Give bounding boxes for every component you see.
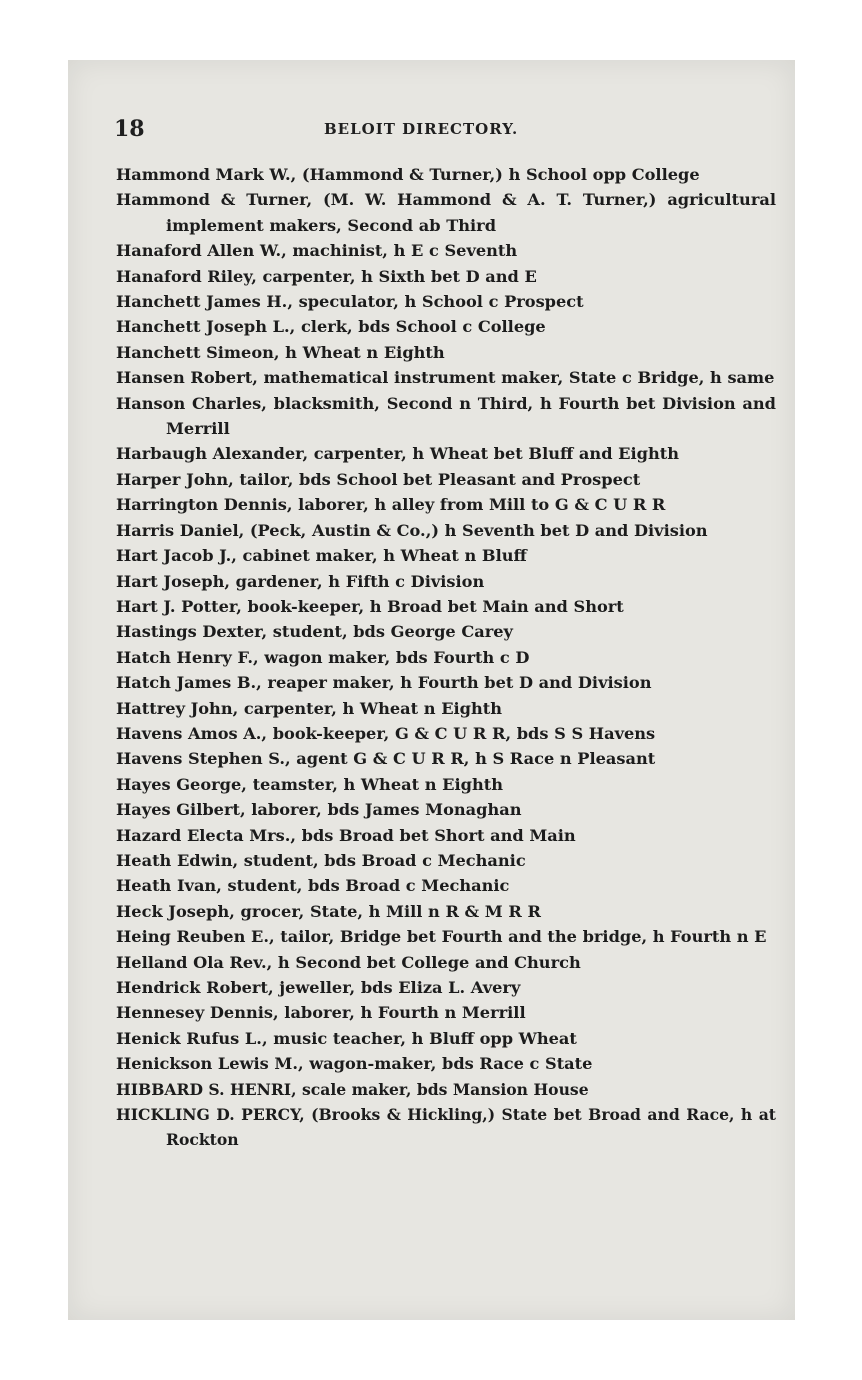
directory-entry: Hammond Mark W., (Hammond & Turner,) h School opp College: [116, 165, 700, 184]
directory-entry: Hatch Henry F., wagon maker, bds Fourth c D: [116, 647, 530, 667]
directory-entry: Harrington Dennis, laborer, h alley from Mill to G & C U R R: [116, 495, 666, 515]
directory-entry: HICKLING D. PERCY, (Brooks & Hickling,) State bet Broad and Race, h at Rockton: [116, 1105, 776, 1150]
directory-entry: Hart Jacob J., cabinet maker, h Wheat n Bluff: [116, 546, 527, 566]
directory-entry: Hanson Charles, blacksmith, Second n Third, h Fourth bet Division and Merrill: [116, 393, 776, 439]
directory-entry: Hart Joseph, gardener, h Fifth c Division: [116, 571, 485, 591]
page-number: 18: [114, 116, 145, 142]
directory-entry: Hazard Electa Mrs., bds Broad bet Short and Main: [116, 825, 576, 845]
page-header: [114, 116, 774, 146]
directory-entry: Helland Ola Rev., h Second bet College and Church: [116, 952, 581, 972]
directory-entry: Havens Amos A., book-keeper, G & C U R R, bds S S Havens: [116, 723, 656, 743]
directory-entry: Heing Reuben E., tailor, Bridge bet Fourth and the bridge, h Fourth n E: [116, 927, 767, 947]
directory-entry: Hanaford Riley, carpenter, h Sixth bet D and E: [116, 266, 537, 286]
directory-entry: Heath Edwin, student, bds Broad c Mechanic: [116, 850, 526, 870]
directory-entry: Hanchett Joseph L., clerk, bds School c College: [116, 317, 546, 337]
directory-entry: Havens Stephen S., agent G & C U R R, h S Race n Pleasant: [116, 749, 656, 769]
directory-entry: Hastings Dexter, student, bds George Carey: [116, 622, 513, 642]
directory-entry: Hanaford Allen W., machinist, h E c Seventh: [116, 241, 518, 261]
directory-entry: Harper John, tailor, bds School bet Pleasant and Prospect: [116, 469, 641, 489]
directory-entry: Hansen Robert, mathematical instrument maker, State c Bridge, h same: [116, 368, 775, 388]
directory-entry: Hatch James B., reaper maker, h Fourth bet D and Division: [116, 673, 652, 693]
directory-entry: Hendrick Robert, jeweller, bds Eliza L. Avery: [116, 978, 521, 997]
directory-entries: [116, 162, 776, 1153]
directory-entry: Harris Daniel, (Peck, Austin & Co.,) h Seventh bet D and Division: [116, 520, 708, 540]
running-title: BELOIT DIRECTORY.: [324, 120, 519, 138]
directory-entry: Hayes Gilbert, laborer, bds James Monaghan: [116, 800, 522, 820]
directory-entry: HIBBARD S. HENRI, scale maker, bds Mansion House: [116, 1079, 589, 1099]
directory-entry: Hammond & Turner, (M. W. Hammond & A. T. Turner,) agricultural implement makers, Second ab Third: [116, 190, 776, 235]
directory-entry: Heck Joseph, grocer, State, h Mill n R & M R R: [116, 901, 541, 921]
directory-entry: Heath Ivan, student, bds Broad c Mechanic: [116, 876, 510, 896]
directory-entry: Hart J. Potter, book-keeper, h Broad bet Main and Short: [116, 596, 624, 616]
directory-entry: Harbaugh Alexander, carpenter, h Wheat bet Bluff and Eighth: [116, 444, 679, 464]
directory-entry: Hayes George, teamster, h Wheat n Eighth: [116, 774, 503, 794]
directory-entry: Hanchett James H., speculator, h School c Prospect: [116, 292, 584, 312]
directory-entry: Hattrey John, carpenter, h Wheat n Eighth: [116, 698, 503, 718]
directory-entry: Henick Rufus L., music teacher, h Bluff opp Wheat: [116, 1028, 577, 1048]
directory-entry: Hanchett Simeon, h Wheat n Eighth: [116, 342, 445, 362]
directory-entry: Hennesey Dennis, laborer, h Fourth n Merrill: [116, 1003, 526, 1023]
directory-entry: Henickson Lewis M., wagon-maker, bds Race c State: [116, 1054, 593, 1074]
